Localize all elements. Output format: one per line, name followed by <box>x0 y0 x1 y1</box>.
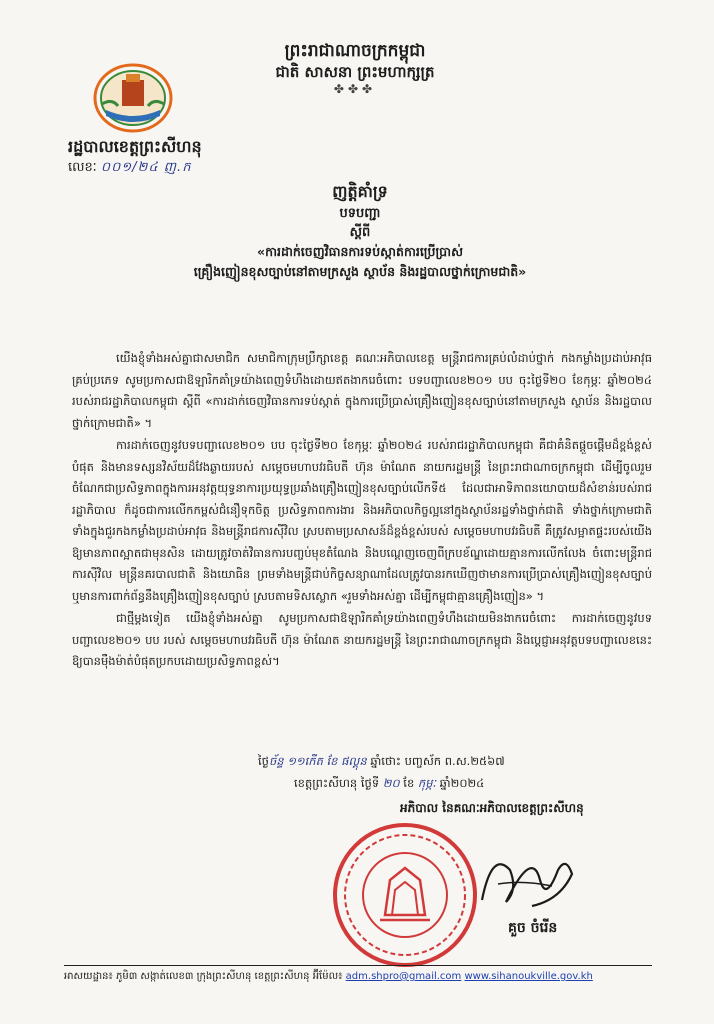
kingdom-header <box>240 40 470 96</box>
lunar-suffix: ឆ្នាំថោះ បញ្ចស័ក ព.ស.២៥៦៧ <box>366 754 505 768</box>
footer-address: អាសយដ្ឋាន៖ ភូមិ៣ សង្កាត់លេខ៣ ក្រុងព្រះសីហនុ ខេត្តព្រះសីហនុ អ៊ីម៉ែល៖ <box>64 971 346 982</box>
lunar-date <box>258 750 678 772</box>
solar-mid: ខែ <box>399 776 418 790</box>
paragraph-1: យើងខ្ញុំទាំងអស់គ្នាជាសមាជិក សមាជិកាក្រុមប្រឹក្សាខេត្ត គណៈអភិបាលខេត្ត មន្ត្រីរាជការគ្រប់លំដាប់ថ្នាក់ កងកម្លាំងប្រដាប់អាវុធគ្រប់ប្រភេទ សូមប្រកាសជាឱឡារិកគាំទ្រយ៉ាងពេញទំហឹងដោយឥតងាករេចំពោះ បទបញ្ជាលេខ២០១ បប ចុះថ្ងៃទី២០ ខែកុម្ភៈ ឆ្នាំ២០២៤ របស់រាជរដ្ឋាភិបាលកម្ពុជា ស្តីពី «ការដាក់ចេញវិធានការទប់ស្កាត់ ក្នុងការប្រើប្រាស់គ្រឿងញៀនខុសច្បាប់នៅតាមក្រសួង ស្ថាប័ន និងរដ្ឋបាលថ្នាក់ក្រោមជាតិ» ។ <box>72 351 652 430</box>
lunar-handwritten: ច័ន្ទ ១១កើត ខែ ផល្គុន <box>268 754 367 768</box>
footer-divider <box>64 965 652 966</box>
reference-value: ០០១/២៤ ញ.ក <box>100 160 192 175</box>
official-seal-icon <box>330 820 480 970</box>
header-ornament: ✤✤✤ <box>333 82 377 96</box>
national-motto: ជាតិ សាសនា ព្រះមហាក្សត្រ <box>275 63 435 81</box>
issuing-authority <box>68 136 318 178</box>
solar-prefix: ខេត្តព្រះសីហនុ ថ្ងៃទី <box>294 776 383 790</box>
subject-prefix: ស្តីពី <box>349 225 371 240</box>
signature-mark-icon <box>462 840 582 920</box>
footer-website[interactable]: www.sihanoukville.gov.kh <box>464 971 593 982</box>
footer-email[interactable]: adm.shpro@gmail.com <box>345 971 462 982</box>
authority-name: រដ្ឋបាលខេត្តព្រះសីហនុ <box>68 137 202 156</box>
solar-date <box>258 772 678 794</box>
solar-day: ២០ <box>382 776 400 790</box>
document-body <box>72 348 652 673</box>
solar-year: ឆ្នាំ២០២៤ <box>436 776 485 790</box>
signer-name: គួច ចំរើន <box>508 920 558 936</box>
signer-title: អភិបាល នៃគណៈអភិបាលខេត្តព្រះសីហនុ <box>400 801 584 815</box>
kingdom-name: ព្រះរាជាណាចក្រកម្ពុជា <box>284 41 426 61</box>
document-type: ញត្តិគាំទ្រ <box>332 182 388 201</box>
lunar-prefix: ថ្ងៃ <box>258 754 269 768</box>
subject-line-1: «ការដាក់ចេញវិធានការទប់ស្កាត់ការប្រើប្រាស់ <box>257 244 463 259</box>
subject-label: បទបញ្ជា <box>339 206 381 221</box>
reference-number <box>68 158 318 178</box>
subject-line-2: គ្រឿងញៀនខុសច្បាប់នៅតាមក្រសួង ស្ថាប័ន និងរដ្ឋបាលថ្នាក់ក្រោមជាតិ» <box>193 264 527 279</box>
paragraph-2: ការដាក់ចេញនូវបទបញ្ជាលេខ២០១ បប ចុះថ្ងៃទី២០ ខែកុម្ភៈ ឆ្នាំ២០២៤ របស់រាជរដ្ឋាភិបាលកម្ពុជា គឺជាគំនិតផ្តួចផ្តើមដ៏ខ្ពង់ខ្ពស់បំផុត និងមានទស្សនវិស័យដ៏វែងឆ្ងាយរបស់ សម្តេចមហាបវរធិបតី ហ៊ុន ម៉ាណែត នាយករដ្ឋមន្ត្រី នៃព្រះរាជាណាចក្រកម្ពុជា ដើម្បីចូលរួមចំណែកជាប្រសិទ្ធភាពក្នុងការអនុវត្តយុទ្ធនាការប្រយុទ្ធប្រឆាំងគ្រឿងញៀនខុសច្បាប់លើកទី៥ ដែលជាអាទិភាពនយោបាយដ៏សំខាន់របស់រាជរដ្ឋាភិបាល ក៏ដូចជាការលើកកម្ពស់ជំនឿទុកចិត្ត ប្រសិទ្ធភាពការងារ និងអភិបាលកិច្ចល្អនៅក្នុងស្ថាប័នរដ្ឋទាំងថ្នាក់ជាតិ ទាំងថ្នាក់ក្រោមជាតិ ទាំងក្នុងជួរកងកម្លាំងប្រដាប់អាវុធ និងមន្ត្រីរាជការស៊ីវិល ស្របតាមប្រសាសន៍ដ៏ខ្ពង់ខ្ពស់របស់ សម្តេចមហាបវរធិបតី គឺត្រូវសម្អាតផ្ទះរបស់យើងឱ្យមានភាពស្អាតជាមុនសិន ដោយត្រូវចាត់វិធានការបញ្ចប់មុខតំណែង និងបណ្តេញចេញពីក្របខ័ណ្ឌដោយគ្មានការលើកលែង ចំពោះមន្ត្រីរាជការស៊ីវិល មន្ត្រីនគរបាលជាតិ និងយោធិន ព្រមទាំងមន្ត្រីជាប់កិច្ចសន្យាណាដែលត្រូវបានរកឃើញថាមានការប្រើប្រាស់គ្រឿងញៀនខុសច្បាប់ ឬមានការពាក់ព័ន្ធនឹងគ្រឿងញៀនខុសច្បាប់ ស្របតាមទិសស្លោក «រួមទាំងអស់គ្នា ដើម្បីកម្ពុជាគ្មានគ្រឿងញៀន» ។ <box>72 438 652 603</box>
paragraph-3: ជាថ្មីម្តងទៀត យើងខ្ញុំទាំងអស់គ្នា សូមប្រកាសជាឱឡារិកគាំទ្រយ៉ាងពេញទំហឹងដោយមិនងាករេចំពោះ ការដាក់ចេញនូវបទបញ្ជាលេខ២០១ បប របស់ សម្តេចមហាបវរធិបតី ហ៊ុន ម៉ាណែត នាយករដ្ឋមន្ត្រី នៃព្រះរាជាណាចក្រកម្ពុជា និងប្តេជ្ញាអនុវត្តបទបញ្ជាលេខនេះ ឱ្យបានម៉ឺងម៉ាត់បំផុតប្រកបដោយប្រសិទ្ធភាពខ្ពស់។ <box>72 611 652 668</box>
document-title <box>140 180 580 282</box>
footer-contact <box>64 970 664 984</box>
solar-month: កុម្ភៈ <box>417 776 437 790</box>
provincial-emblem-icon <box>92 62 174 134</box>
reference-label: លេខៈ <box>68 160 97 175</box>
date-block <box>258 750 678 794</box>
